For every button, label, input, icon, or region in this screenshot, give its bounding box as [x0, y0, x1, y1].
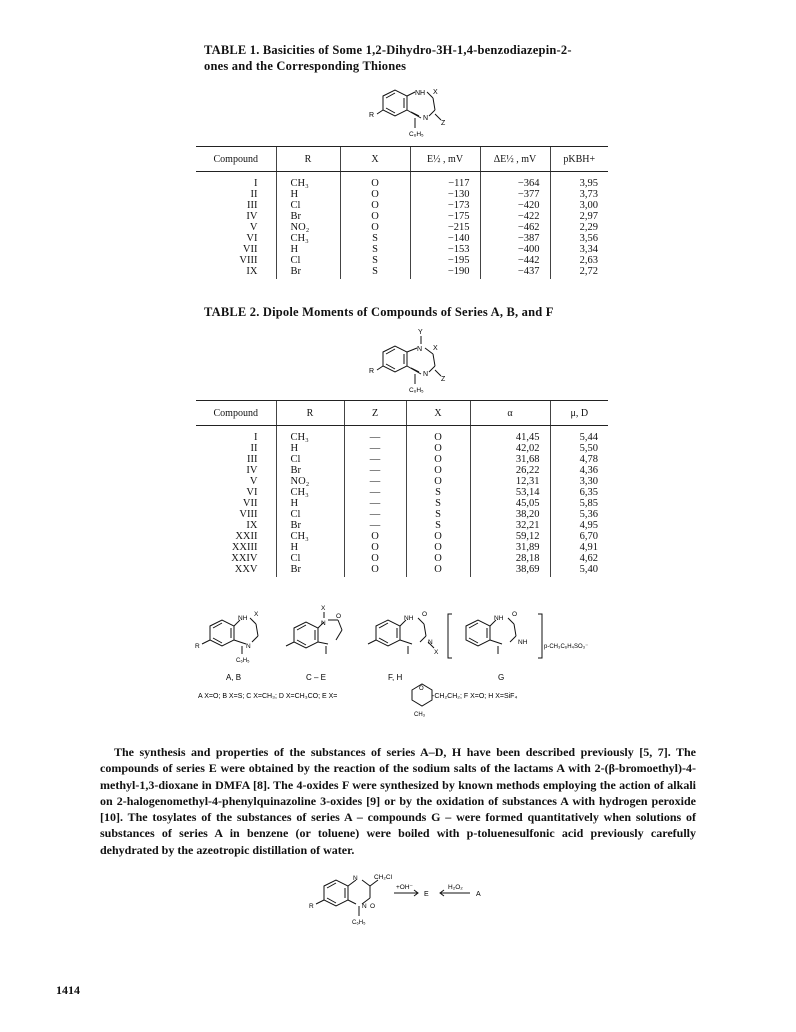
table1-cell: −377: [480, 189, 550, 200]
table2-cell: 6,35: [550, 487, 608, 498]
scheme-label-n-a: N: [246, 643, 251, 650]
table2-cell: O: [344, 531, 406, 542]
table1-cell: NO₂: [276, 222, 340, 233]
scheme-series-ce: C – E: [306, 673, 327, 682]
benzodiazepinone-structure-1: [355, 80, 465, 142]
reaction-label-a: A: [476, 891, 481, 898]
table2-cell: —: [344, 476, 406, 487]
reaction-scheme: [308, 866, 508, 934]
series-structures-scheme: [190, 598, 610, 724]
scheme-label-phenyl-a: C₆H₅: [236, 658, 250, 664]
table2-header: Z: [344, 401, 406, 426]
table2-cell: —: [344, 509, 406, 520]
scheme-series-ab: A, B: [226, 673, 242, 682]
table2-cell: 31,89: [470, 542, 550, 553]
table2-cell: Br: [276, 564, 344, 577]
table1-cell: VII: [242, 244, 258, 255]
table1-cell: Cl: [276, 255, 340, 266]
table1-header: pKBH+: [550, 147, 608, 172]
struct2-label-r: R: [369, 368, 375, 375]
table-row: [196, 498, 608, 509]
table1-cell: −153: [410, 244, 480, 255]
table2-cell: I: [254, 432, 258, 443]
table2-cell: —: [344, 443, 406, 454]
table2-header: α: [470, 401, 550, 426]
table-row: [196, 454, 608, 465]
table1-header: E½ , mV: [410, 147, 480, 172]
table1-cell: 2,29: [550, 222, 608, 233]
table2-cell: H: [276, 443, 344, 454]
table1-cell: VI: [246, 233, 258, 244]
reaction-label-n3: N: [362, 903, 367, 910]
table2-cell: CH₃: [276, 487, 344, 498]
table1-cell: −437: [480, 266, 550, 279]
page-number: 1414: [56, 983, 80, 997]
table2-cell: —: [344, 465, 406, 476]
scheme-legend: A X=O; B X=S; C X=CH₃; D X=CH₃CO; E X=: [198, 693, 338, 700]
reaction-label-e: E: [424, 891, 429, 898]
struct2-label-y: Y: [418, 329, 423, 336]
table2-cell: Br: [276, 465, 344, 476]
scheme-label-n-f: N: [428, 639, 433, 646]
scheme-label-n-c: N: [321, 620, 326, 627]
table-row: [196, 266, 608, 279]
scheme-label-nh-f: NH: [404, 615, 414, 622]
struct2-label-n1: N: [417, 346, 423, 353]
table2-cell: H: [276, 542, 344, 553]
table-row: [196, 426, 608, 444]
struct1-label-phenyl: C₆H₅: [409, 131, 424, 138]
table-row: [196, 542, 608, 553]
table2-cell: IV: [246, 465, 258, 476]
table1-cell: IX: [246, 266, 258, 277]
table1-cell: O: [340, 222, 410, 233]
table1-cell: O: [340, 211, 410, 222]
scheme-label-x-f: X: [434, 649, 439, 656]
table2-cell: 5,50: [550, 443, 608, 454]
table1-cell: O: [340, 189, 410, 200]
table2-cell: CH₃: [276, 531, 344, 542]
scheme-label-nh-a: NH: [238, 615, 248, 622]
table2-header: R: [276, 401, 344, 426]
table1: [196, 146, 608, 279]
table-row: [196, 443, 608, 454]
table1-cell: −173: [410, 200, 480, 211]
table1-header: Compound: [196, 147, 276, 172]
struct1-label-z: Z: [441, 120, 446, 127]
table2-cell: S: [406, 498, 470, 509]
table2-cell: O: [344, 553, 406, 564]
struct2-label-phenyl: C₆H₅: [409, 387, 424, 394]
table1-cell: Cl: [276, 200, 340, 211]
table-row: [196, 233, 608, 244]
table-row: [196, 255, 608, 266]
table2-cell: —: [344, 426, 406, 444]
table1-header: X: [340, 147, 410, 172]
table-row: [196, 509, 608, 520]
table1-cell: VIII: [239, 255, 258, 266]
table1-cell: O: [340, 172, 410, 190]
table2-cell: —: [344, 498, 406, 509]
table1-cell: −364: [480, 172, 550, 190]
scheme-series-fh: F, H: [388, 673, 403, 682]
table2-header: μ, D: [550, 401, 608, 426]
struct1-label-n: N: [423, 115, 429, 122]
table2-cell: 4,95: [550, 520, 608, 531]
scheme-label-x-a: X: [254, 611, 259, 618]
table2-cell: S: [406, 509, 470, 520]
scheme-dioxane-methyl: CH₃: [414, 712, 426, 718]
table1-cell: −215: [410, 222, 480, 233]
scheme-label-o-g: O: [512, 611, 518, 618]
table1-cell: S: [340, 266, 410, 279]
table2-cell: 5,40: [550, 564, 608, 577]
table2-cell: 4,78: [550, 454, 608, 465]
table-row: [196, 189, 608, 200]
table1-cell: Br: [276, 211, 340, 222]
table2-cell: 59,12: [470, 531, 550, 542]
table1-cell: 3,95: [550, 172, 608, 190]
table-row: [196, 520, 608, 531]
table2-cell: —: [344, 520, 406, 531]
table1-cell: I: [254, 178, 258, 189]
table1-cell: −175: [410, 211, 480, 222]
struct1-label-nh: NH: [415, 90, 426, 97]
table1-cell: CH₃: [276, 233, 340, 244]
table1-caption-line1: TABLE 1. Basicities of Some 1,2-Dihydro-3H-1,4-benzodiazepin-2-: [204, 43, 572, 57]
table1-cell: H: [276, 189, 340, 200]
scheme-label-o-f: O: [422, 611, 428, 618]
table1-header: ΔE½ , mV: [480, 147, 550, 172]
table2-cell: CH₃: [276, 426, 344, 444]
table2-cell: 41,45: [470, 426, 550, 444]
table2-cell: S: [406, 520, 470, 531]
reaction-label-r: R: [309, 903, 314, 910]
table2-caption: TABLE 2. Dipole Moments of Compounds of Series A, B, and F: [204, 305, 554, 319]
table1-caption: [204, 42, 572, 74]
benzodiazepinone-structure-2: [355, 326, 465, 398]
scheme-label-o-c: O: [336, 613, 342, 620]
reaction-label-h2o2: H₂O₂: [448, 884, 463, 891]
body-paragraph: The synthesis and properties of the substances of series A–D, H have been described previously [5, 7]. The compounds of series E were obtained by the reaction of the sodium salts of the lactams A with 2-(β-bromoethyl)-4-methyl-1,3-dioxane in DMFA [8]. The 4-oxides F were synthesized by known methods employing the action of alkali on 2-halogenomethyl-4-phenylquinazoline 3-oxides [9] or by the oxidation of substances A with hydrogen peroxide [10]. The tosylates of the substances of series A – compounds G – were formed quantitatively when solutions of substances of series A in benzene (or toluene) were boiled with p-toluenesulfonic acid previously carefully dehydrated by the azeotropic distillation of water.: [100, 745, 696, 857]
table-row: [196, 244, 608, 255]
table2-cell: 53,14: [470, 487, 550, 498]
table2-cell: 31,68: [470, 454, 550, 465]
table-row: [196, 564, 608, 577]
table2-cell: O: [406, 531, 470, 542]
table2-cell: —: [344, 454, 406, 465]
table2-cell: —: [344, 487, 406, 498]
reaction-label-phenyl: C₆H₅: [352, 920, 366, 926]
table1-cell: −190: [410, 266, 480, 279]
table2-cell: 5,44: [550, 426, 608, 444]
table1-cell: CH₃: [276, 172, 340, 190]
table2-cell: 42,02: [470, 443, 550, 454]
table1-cell: 3,00: [550, 200, 608, 211]
scheme-series-g: G: [498, 673, 505, 682]
table2-cell: XXII: [235, 531, 258, 542]
table-row: [196, 465, 608, 476]
table2-cell: Cl: [276, 509, 344, 520]
table2-cell: O: [406, 476, 470, 487]
table1-cell: S: [340, 233, 410, 244]
table2-cell: 26,22: [470, 465, 550, 476]
table2-cell: 38,20: [470, 509, 550, 520]
table1-cell: −462: [480, 222, 550, 233]
table1-cell: H: [276, 244, 340, 255]
table2-cell: XXIV: [231, 553, 258, 564]
table2-header-row: [196, 401, 608, 426]
table2-cell: 5,85: [550, 498, 608, 509]
table2-cell: Br: [276, 520, 344, 531]
table2-cell: O: [406, 443, 470, 454]
table1-cell: −140: [410, 233, 480, 244]
scheme-label-tosylate: p-CH₃C₆H₄SO₃⁻: [544, 644, 589, 650]
table2-cell: VI: [246, 487, 258, 498]
table1-cell: −195: [410, 255, 480, 266]
table2-cell: VIII: [239, 509, 258, 520]
table2-cell: 38,69: [470, 564, 550, 577]
table2-cell: 12,31: [470, 476, 550, 487]
table2-cell: O: [344, 564, 406, 577]
table-row: [196, 172, 608, 190]
reaction-label-n1: N: [353, 875, 358, 882]
struct2-label-x: X: [433, 345, 438, 352]
table2-cell: S: [406, 487, 470, 498]
table1-cell: −400: [480, 244, 550, 255]
table2-header: X: [406, 401, 470, 426]
reaction-label-ch2cl: CH₂Cl: [374, 874, 393, 881]
table2-cell: VII: [242, 498, 258, 509]
table1-cell: O: [340, 200, 410, 211]
table1-cell: 2,72: [550, 266, 608, 279]
table2-cell: O: [344, 542, 406, 553]
table2-cell: O: [406, 426, 470, 444]
table2-cell: O: [406, 553, 470, 564]
table2-cell: 4,36: [550, 465, 608, 476]
table2-cell: XXIII: [231, 542, 258, 553]
table2-cell: 5,36: [550, 509, 608, 520]
table1-cell: S: [340, 244, 410, 255]
scheme-dioxane-o: O: [419, 686, 424, 692]
table-row: [196, 476, 608, 487]
table1-header: R: [276, 147, 340, 172]
table1-cell: III: [247, 200, 258, 211]
table1-cell: S: [340, 255, 410, 266]
table2-cell: IX: [246, 520, 258, 531]
table1-cell: −117: [410, 172, 480, 190]
table2-header: Compound: [196, 401, 276, 426]
table2-cell: 3,30: [550, 476, 608, 487]
table1-cell: −130: [410, 189, 480, 200]
table2-cell: 32,21: [470, 520, 550, 531]
table2-cell: H: [276, 498, 344, 509]
table1-cell: V: [249, 222, 258, 233]
scheme-label-x-c: X: [321, 605, 326, 612]
struct1-label-x: X: [433, 89, 438, 96]
struct1-label-r: R: [369, 112, 375, 119]
struct2-label-z: Z: [441, 376, 446, 383]
table1-cell: 3,73: [550, 189, 608, 200]
table1-cell: −422: [480, 211, 550, 222]
table2-cell: O: [406, 454, 470, 465]
table1-cell: Br: [276, 266, 340, 279]
scheme-label-nh-g: NH: [494, 615, 504, 622]
table2-cell: NO₂: [276, 476, 344, 487]
table1-cell: 3,34: [550, 244, 608, 255]
table2-cell: 4,62: [550, 553, 608, 564]
table2-cell: 45,05: [470, 498, 550, 509]
scheme-label-nh-g2: NH: [518, 639, 528, 646]
table1-cell: −442: [480, 255, 550, 266]
table-row: [196, 200, 608, 211]
table-row: [196, 487, 608, 498]
table2: [196, 400, 608, 577]
table2-cell: Cl: [276, 553, 344, 564]
table2-cell: O: [406, 564, 470, 577]
scheme-label-r-a: R: [195, 643, 200, 650]
table2-cell: III: [247, 454, 258, 465]
table1-cell: 2,63: [550, 255, 608, 266]
reaction-label-o: O: [370, 903, 376, 910]
table2-cell: Cl: [276, 454, 344, 465]
reaction-label-oh: +OH⁻: [396, 884, 413, 891]
table1-cell: 3,56: [550, 233, 608, 244]
table-row: [196, 553, 608, 564]
scheme-legend-tail: -CH₂CH₂; F X=O; H X=SiF₄: [432, 693, 518, 700]
table2-cell: II: [250, 443, 258, 454]
table-row: [196, 222, 608, 233]
table1-cell: −420: [480, 200, 550, 211]
table1-cell: 2,97: [550, 211, 608, 222]
table-row: [196, 531, 608, 542]
table2-cell: V: [249, 476, 258, 487]
table1-header-row: [196, 147, 608, 172]
table2-cell: 4,91: [550, 542, 608, 553]
table-row: [196, 211, 608, 222]
table2-cell: XXV: [234, 564, 258, 575]
table2-cell: 6,70: [550, 531, 608, 542]
table1-cell: II: [250, 189, 258, 200]
table1-cell: −387: [480, 233, 550, 244]
table2-cell: O: [406, 542, 470, 553]
struct2-label-n4: N: [423, 371, 429, 378]
table2-cell: O: [406, 465, 470, 476]
table2-cell: 28,18: [470, 553, 550, 564]
table1-caption-line2: ones and the Corresponding Thiones: [204, 59, 407, 73]
table1-cell: IV: [246, 211, 258, 222]
